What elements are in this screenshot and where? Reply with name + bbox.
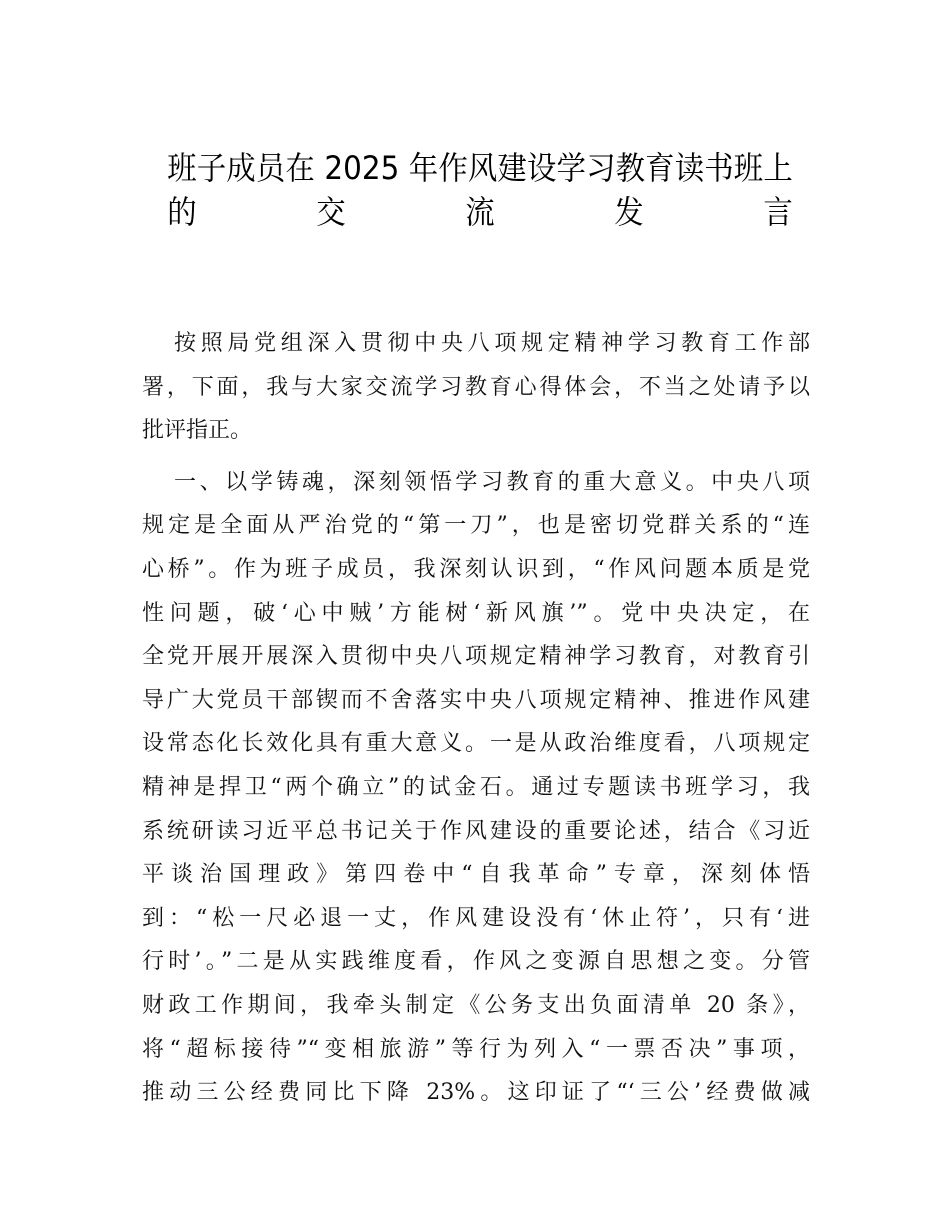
text-line: 署，下面，我与大家交流学习教育心得体会，不当之处请予以	[142, 374, 810, 400]
text-line: 规定是全面从严治党的“第一刀”，也是密切党群关系的“连	[142, 513, 810, 539]
text-line: 推动三公经费同比下降 23%。这印证了“‘三公’经费做减	[142, 1080, 810, 1106]
document-body	[142, 322, 810, 1123]
text-line: 全党开展开展深入贯彻中央八项规定精神学习教育，对教育引	[142, 644, 810, 670]
text-line: 到：“松一尺必退一丈，作风建设没有‘休止符’，只有‘进	[142, 905, 810, 931]
text-line: 行时’。”二是从实践维度看，作风之变源自思想之变。分管	[142, 949, 810, 975]
document-title	[167, 145, 793, 232]
text-line: 将“超标接待”“变相旅游”等行为列入“一票否决”事项，	[142, 1036, 810, 1062]
text-line: 财政工作期间，我牵头制定《公务支出负面清单 20 条》，	[142, 992, 810, 1018]
text-line: 性问题，破‘心中贼’方能树‘新风旗’”。党中央决定，在	[142, 600, 810, 626]
text-line: 按照局党组深入贯彻中央八项规定精神学习教育工作部	[174, 331, 810, 356]
text-line: 导广大党员干部锲而不舍落实中央八项规定精神、推进作风建	[142, 687, 810, 713]
text-line: 精神是捍卫“两个确立”的试金石。通过专题读书班学习，我	[142, 774, 810, 800]
paragraph-section-one	[142, 461, 810, 1115]
text-line: 设常态化长效化具有重大意义。一是从政治维度看，八项规定	[142, 731, 810, 757]
text-line: 心桥”。作为班子成员，我深刻认识到，“作风问题本质是党	[142, 556, 810, 582]
title-line-2: 的交流发言	[167, 192, 793, 231]
text-line: 系统研读习近平总书记关于作风建设的重要论述，结合《习近	[142, 818, 810, 844]
paragraph-intro	[142, 322, 810, 453]
title-line-1: 班子成员在 2025 年作风建设学习教育读书班上	[167, 149, 793, 187]
text-line: 平谈治国理政》第四卷中“自我革命”专章，深刻体悟	[142, 862, 810, 888]
text-line: 批评指正。	[142, 418, 253, 444]
text-line: 一、以学铸魂，深刻领悟学习教育的重大意义。中央八项	[174, 469, 810, 495]
